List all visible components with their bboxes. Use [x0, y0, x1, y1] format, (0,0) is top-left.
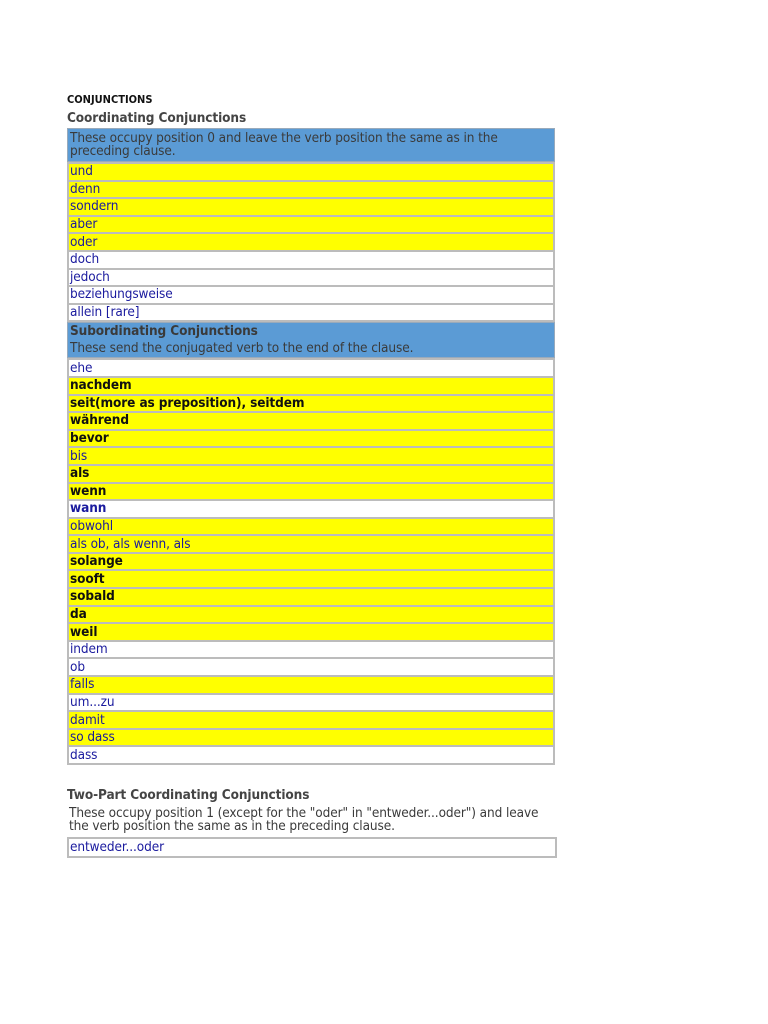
subordinating-cell: obwohl	[68, 518, 554, 536]
document-title: CONJUNCTIONS	[67, 93, 153, 106]
coordinating-row	[68, 286, 554, 304]
subordinating-row	[68, 395, 554, 413]
subordinating-row	[68, 694, 554, 712]
subordinating-cell: falls	[68, 676, 554, 694]
two-part-cell: entweder...oder	[67, 837, 557, 858]
coordinating-description: These occupy position 0 and leave the verb position the same as in the preceding clause.	[70, 130, 498, 159]
subordinating-row	[68, 711, 554, 729]
subordinating-cell: dass	[68, 746, 554, 764]
coordinating-cell: allein [rare]	[68, 304, 554, 322]
coordinating-cell: doch	[68, 251, 554, 269]
subordinating-row	[68, 658, 554, 676]
subordinating-row	[68, 606, 554, 624]
coordinating-row	[68, 233, 554, 251]
coordinating-row	[68, 304, 554, 322]
coordinating-row	[68, 198, 554, 216]
subordinating-row	[68, 483, 554, 501]
subordinating-row	[68, 430, 554, 448]
subordinating-cell: solange	[68, 553, 554, 571]
subordinating-row	[68, 518, 554, 536]
coordinating-heading: Coordinating Conjunctions	[67, 110, 247, 126]
subordinating-row	[68, 412, 554, 430]
subordinating-row	[68, 500, 554, 518]
subordinating-cell: um...zu	[68, 694, 554, 712]
subordinating-row	[68, 746, 554, 764]
coordinating-row	[68, 163, 554, 181]
coordinating-cell: oder	[68, 233, 554, 251]
subordinating-row	[68, 623, 554, 641]
coordinating-cell: beziehungsweise	[68, 286, 554, 304]
subordinating-cell: als ob, als wenn, als	[68, 535, 554, 553]
subordinating-cell: wenn	[68, 483, 554, 501]
subordinating-row	[68, 641, 554, 659]
document	[67, 92, 555, 858]
subordinating-cell: so dass	[68, 729, 554, 747]
subordinating-cell: sooft	[68, 570, 554, 588]
coordinating-cell: jedoch	[68, 269, 554, 287]
coordinating-row	[68, 181, 554, 199]
subordinating-cell: bevor	[68, 430, 554, 448]
coordinating-row	[68, 251, 554, 269]
coordinating-cell: aber	[68, 216, 554, 234]
coordinating-cell: sondern	[68, 198, 554, 216]
subordinating-cell: als	[68, 465, 554, 483]
subordinating-row	[68, 447, 554, 465]
subordinating-row	[68, 676, 554, 694]
subordinating-row	[68, 570, 554, 588]
two-part-heading: Two-Part Coordinating Conjunctions	[67, 787, 310, 803]
subordinating-cell: wann	[68, 500, 554, 518]
subordinating-row	[68, 359, 554, 377]
two-part-description: These occupy position 1 (except for the "oder" in "entweder...oder") and leave the verb position the same as in the preceding clause.	[69, 805, 539, 834]
subordinating-cell: ob	[68, 658, 554, 676]
subordinating-cell: seit(more as preposition), seitdem	[68, 395, 554, 413]
subordinating-cell: bis	[68, 447, 554, 465]
subordinating-description: These send the conjugated verb to the end of the clause.	[70, 340, 414, 357]
subordinating-heading: Subordinating Conjunctions	[70, 323, 258, 340]
subordinating-row	[68, 729, 554, 747]
subordinating-row	[68, 377, 554, 395]
subordinating-cell: da	[68, 606, 554, 624]
subordinating-row	[68, 553, 554, 571]
coordinating-row	[68, 216, 554, 234]
two-part-list	[67, 837, 555, 858]
subordinating-cell: indem	[68, 641, 554, 659]
subordinating-row	[68, 588, 554, 606]
coordinating-table	[67, 162, 555, 322]
subordinating-header-box	[67, 322, 555, 358]
subordinating-cell: sobald	[68, 588, 554, 606]
coordinating-cell: und	[68, 163, 554, 181]
subordinating-row	[68, 535, 554, 553]
subordinating-cell: damit	[68, 711, 554, 729]
subordinating-row	[68, 465, 554, 483]
subordinating-table	[67, 358, 555, 765]
subordinating-cell: während	[68, 412, 554, 430]
coordinating-description-box	[67, 128, 555, 162]
coordinating-row	[68, 269, 554, 287]
coordinating-cell: denn	[68, 181, 554, 199]
subordinating-cell: nachdem	[68, 377, 554, 395]
subordinating-cell: weil	[68, 623, 554, 641]
subordinating-cell: ehe	[68, 359, 554, 377]
